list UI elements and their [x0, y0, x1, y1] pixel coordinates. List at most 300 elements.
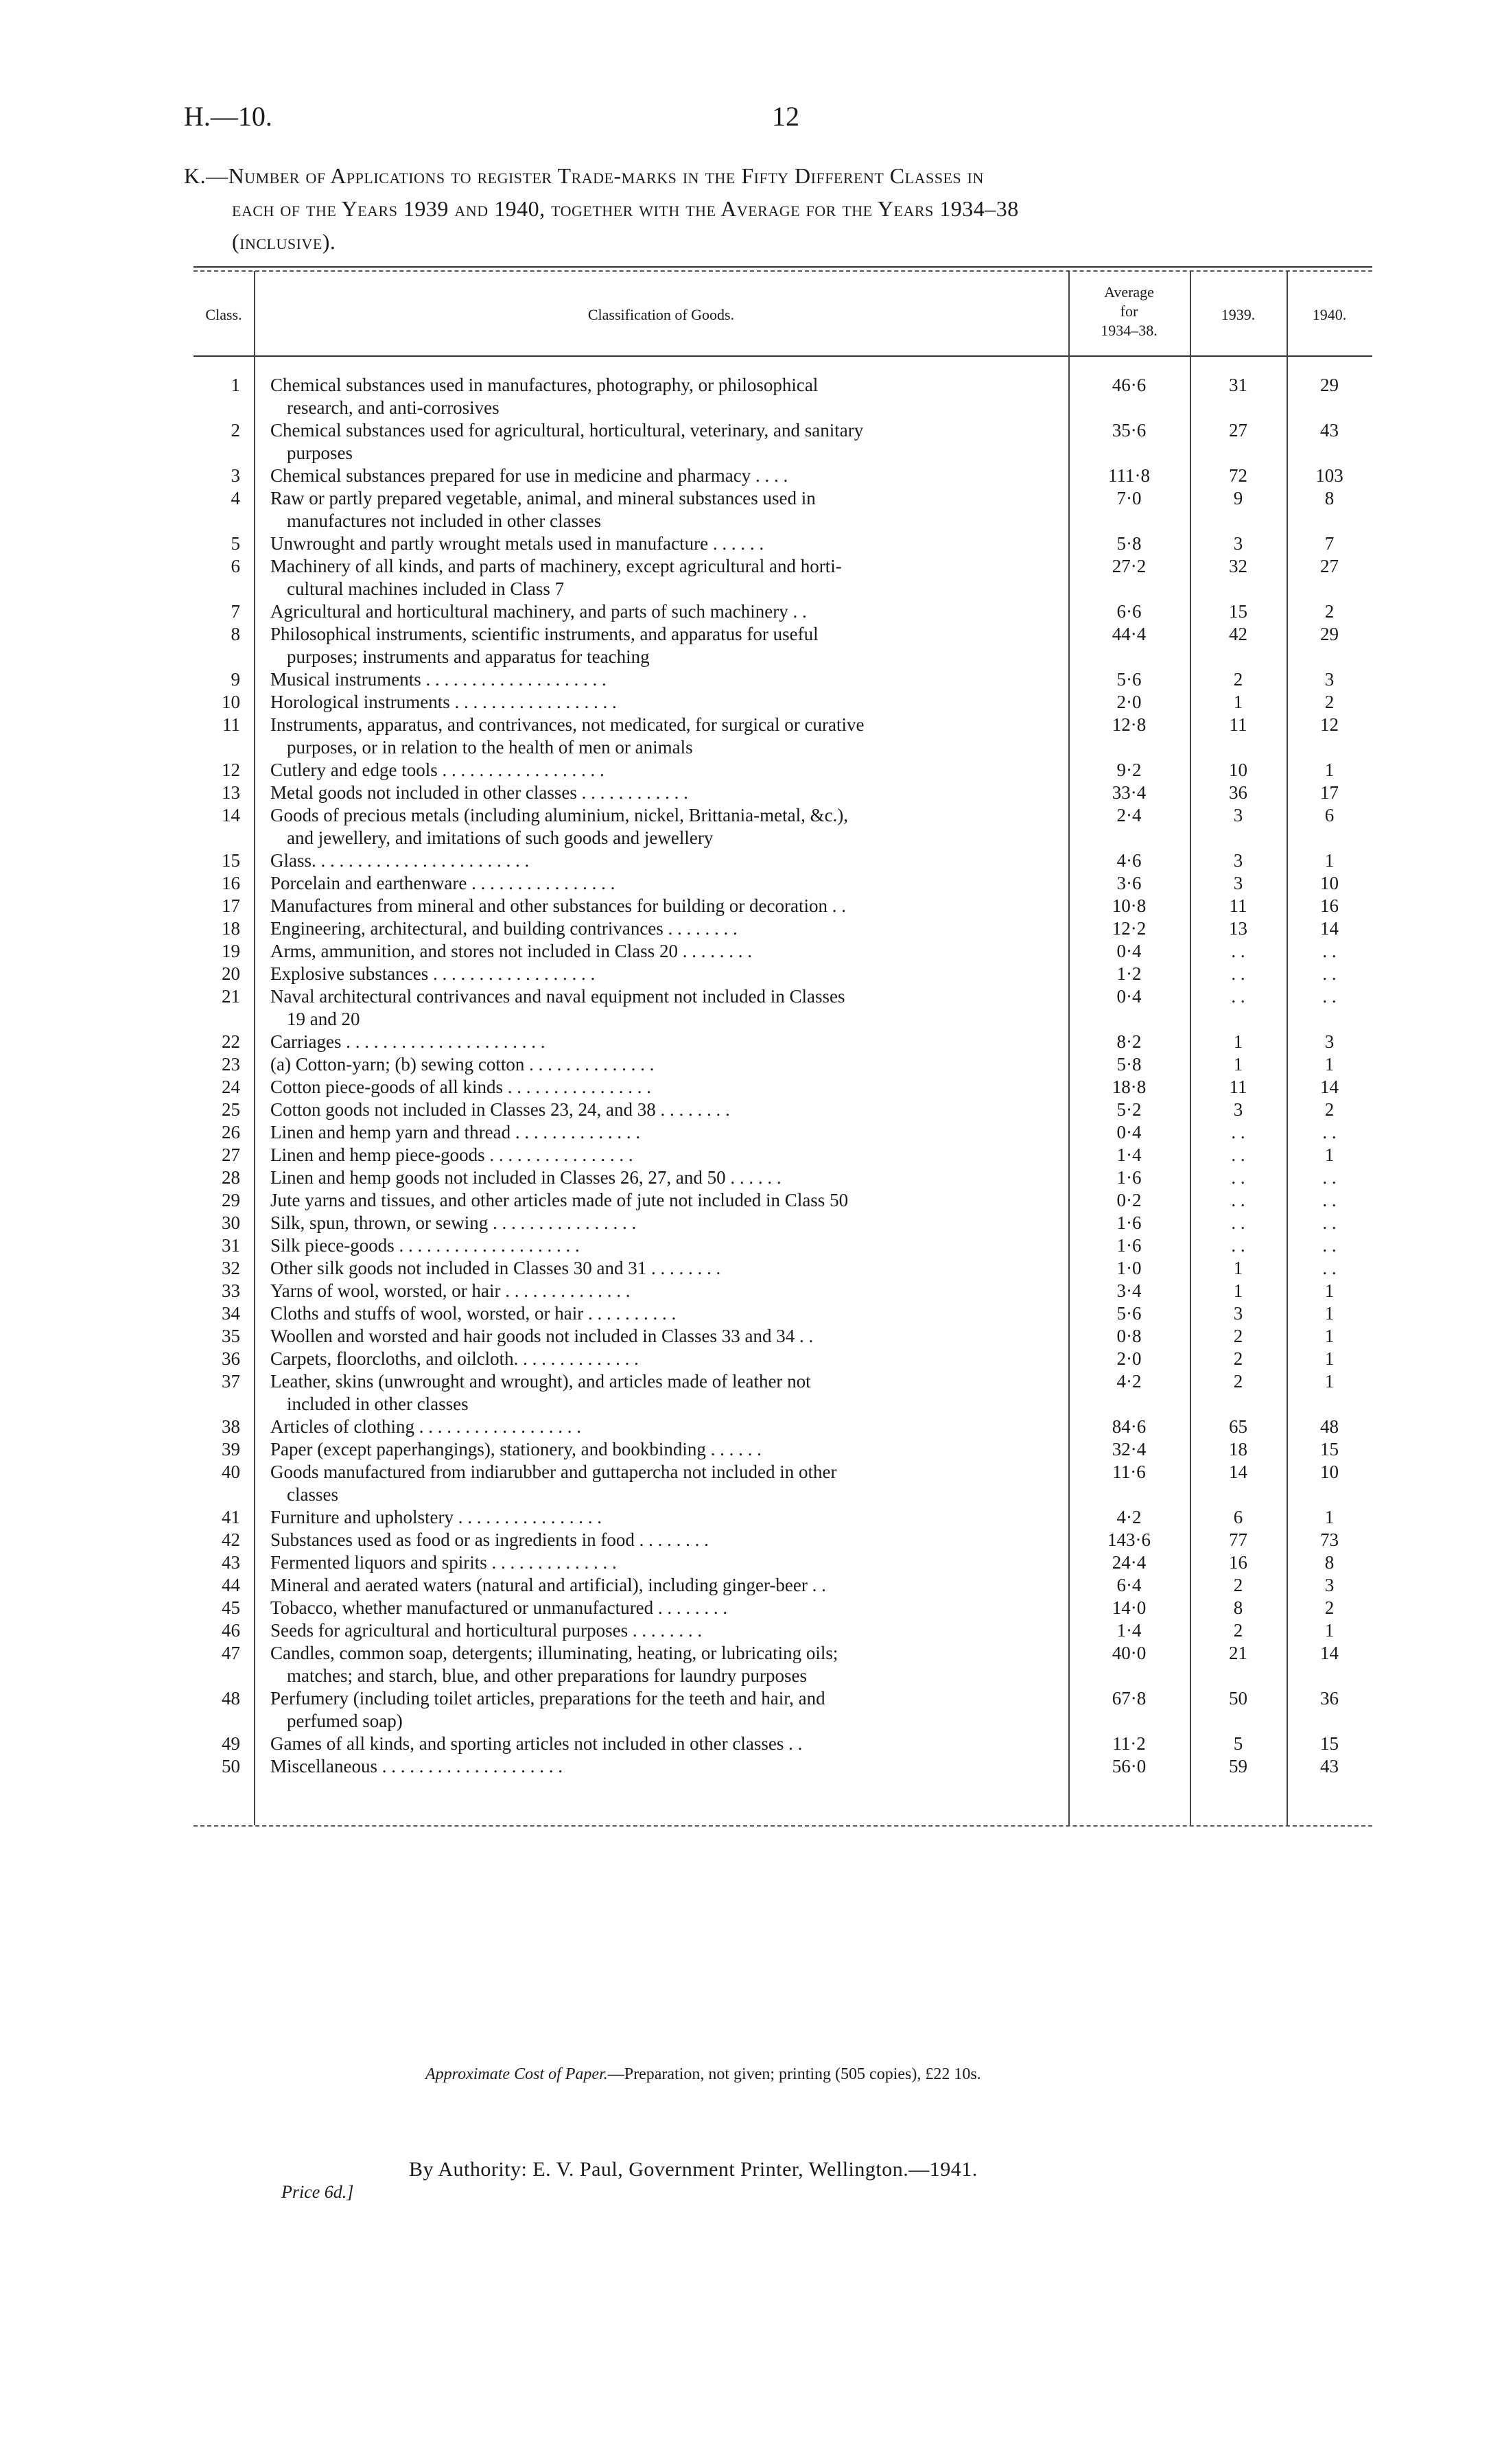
class-number: 29 [222, 1190, 240, 1210]
table-row [193, 374, 1372, 419]
classification-line: (a) Cotton-yarn; (b) sewing cotton . . . . . . . . . . . . . . [270, 1054, 655, 1075]
class-number: 47 [222, 1643, 240, 1663]
value-1940: 1 [1324, 1326, 1335, 1346]
value-1940: 8 [1324, 1552, 1335, 1573]
value-1940: 14 [1320, 1643, 1339, 1663]
table-row [193, 1529, 1372, 1551]
class-number: 20 [222, 963, 240, 984]
class-number: 13 [222, 782, 240, 803]
classification-line: Miscellaneous . . . . . . . . . . . . . . . . . . . . [270, 1756, 563, 1776]
classification-text [254, 940, 1068, 963]
classification-text [254, 1302, 1068, 1325]
value-1939: 9 [1233, 488, 1243, 508]
value-1939: 15 [1229, 601, 1247, 622]
rule-top-double [193, 270, 1372, 272]
classification-text [254, 555, 1068, 600]
average-value: 24·4 [1112, 1552, 1147, 1573]
classification-line: Goods of precious metals (including aluminium, nickel, Brittania-metal, &c.), [270, 805, 849, 825]
value-1940: 3 [1324, 1575, 1335, 1595]
average-value: 9·2 [1116, 760, 1142, 780]
classification-line: Substances used as food or as ingredients in food . . . . . . . . [270, 1529, 709, 1550]
table-row [193, 487, 1372, 532]
class-number: 26 [222, 1122, 240, 1142]
average-value: 27·2 [1112, 556, 1147, 576]
value-1939: . . [1231, 941, 1245, 961]
rule-table-bottom [193, 1825, 1372, 1827]
classification-continuation: cultural machines included in Class 7 [287, 578, 565, 599]
value-1940: 43 [1320, 420, 1339, 441]
classification-line: Jute yarns and tissues, and other articles made of jute not included in Class 50 [270, 1190, 849, 1210]
value-1939: 32 [1229, 556, 1247, 576]
col-1940-header: 1940. [1312, 306, 1347, 323]
classification-text [254, 1597, 1068, 1619]
class-number: 49 [222, 1733, 240, 1754]
class-number: 45 [222, 1597, 240, 1618]
value-1939: 72 [1229, 465, 1247, 486]
classification-text [254, 1370, 1068, 1416]
col-class-header: Class. [205, 306, 242, 323]
table-row [193, 872, 1372, 895]
average-value: 4·2 [1116, 1507, 1142, 1527]
classification-continuation: purposes, or in relation to the health of men or animals [287, 737, 693, 758]
classification-text [254, 985, 1068, 1031]
table-row [193, 668, 1372, 691]
table-body [193, 374, 1372, 1778]
page-number: 12 [772, 101, 799, 132]
table-row [193, 1619, 1372, 1642]
table-row [193, 782, 1372, 804]
classification-text [254, 895, 1068, 917]
table-row [193, 1642, 1372, 1687]
classification-text [254, 1755, 1068, 1778]
value-1939: . . [1231, 1167, 1245, 1188]
average-value: 0·4 [1116, 941, 1142, 961]
average-value: 143·6 [1107, 1529, 1151, 1550]
classification-text [254, 487, 1068, 532]
value-1939: 1 [1233, 1280, 1243, 1301]
value-1940: 15 [1320, 1439, 1339, 1459]
classification-line: Horological instruments . . . . . . . . . . . . . . . . . . [270, 692, 617, 712]
value-1939: 11 [1229, 895, 1247, 916]
class-number: 10 [222, 692, 240, 712]
classification-line: Cotton goods not included in Classes 23, 24, and 38 . . . . . . . . [270, 1099, 730, 1120]
value-1939: 8 [1233, 1597, 1243, 1618]
cost-footnote-label: Approximate Cost of Paper. [425, 2065, 608, 2083]
value-1939: 2 [1233, 1371, 1243, 1392]
table-row [193, 963, 1372, 985]
classification-line: Porcelain and earthenware . . . . . . . . . . . . . . . . [270, 873, 615, 893]
value-1940: 2 [1324, 601, 1335, 622]
value-1940: 43 [1320, 1756, 1339, 1776]
printer-authority: By Authority: E. V. Paul, Government Printer, Wellington.—1941. [409, 2158, 978, 2181]
value-1939: 27 [1229, 420, 1247, 441]
table-row [193, 1370, 1372, 1416]
average-value: 8·2 [1116, 1031, 1142, 1052]
table-row [193, 1302, 1372, 1325]
value-1939: 14 [1229, 1462, 1247, 1482]
average-value: 5·8 [1116, 533, 1142, 554]
classification-continuation: manufactures not included in other classes [287, 511, 602, 531]
class-number: 4 [231, 488, 240, 508]
classification-line: Explosive substances . . . . . . . . . . . . . . . . . . [270, 963, 596, 984]
value-1940: 2 [1324, 692, 1335, 712]
value-1939: 2 [1233, 1326, 1243, 1346]
table-row [193, 1348, 1372, 1370]
average-value: 1·2 [1116, 963, 1142, 984]
average-value: 11·6 [1112, 1462, 1146, 1482]
class-number: 11 [222, 714, 240, 735]
classification-text [254, 1166, 1068, 1189]
class-number: 46 [222, 1620, 240, 1641]
average-value: 56·0 [1112, 1756, 1147, 1776]
table-row [193, 532, 1372, 555]
classification-text [254, 1461, 1068, 1506]
classification-continuation: included in other classes [287, 1394, 469, 1414]
class-number: 2 [231, 420, 240, 441]
table-row [193, 1325, 1372, 1348]
value-1939: . . [1231, 1122, 1245, 1142]
class-number: 36 [222, 1348, 240, 1369]
classification-text [254, 1325, 1068, 1348]
value-1939: 77 [1229, 1529, 1247, 1550]
value-1939: 1 [1233, 1258, 1243, 1278]
value-1940: 2 [1324, 1099, 1335, 1120]
classification-text [254, 374, 1068, 419]
class-number: 15 [222, 850, 240, 871]
value-1939: 50 [1229, 1688, 1247, 1709]
classification-text [254, 1121, 1068, 1144]
classification-text [254, 1348, 1068, 1370]
class-number: 42 [222, 1529, 240, 1550]
class-number: 40 [222, 1462, 240, 1482]
average-value: 35·6 [1112, 420, 1147, 441]
title-line-2: each of the Years 1939 and 1940, together with the Average for the Years 1934–38 [232, 196, 1019, 221]
class-number: 9 [231, 669, 240, 690]
value-1939: 13 [1229, 918, 1247, 939]
classification-text [254, 872, 1068, 895]
class-number: 30 [222, 1212, 240, 1233]
value-1940: . . [1322, 986, 1337, 1007]
value-1940: 17 [1320, 782, 1339, 803]
classification-line: Tobacco, whether manufactured or unmanufactured . . . . . . . . [270, 1597, 728, 1618]
value-1939: . . [1231, 1190, 1245, 1210]
classification-text [254, 1619, 1068, 1642]
table-row [193, 1687, 1372, 1733]
value-1940: 8 [1324, 488, 1335, 508]
table-row [193, 1416, 1372, 1438]
value-1940: 2 [1324, 1597, 1335, 1618]
value-1940: 14 [1320, 918, 1339, 939]
class-number: 38 [222, 1416, 240, 1437]
value-1940: 16 [1320, 895, 1339, 916]
classification-line: Carriages . . . . . . . . . . . . . . . . . . . . . . [270, 1031, 545, 1052]
table-row [193, 1438, 1372, 1461]
class-number: 43 [222, 1552, 240, 1573]
average-value: 1·6 [1116, 1212, 1142, 1233]
title-line-3: (inclusive). [232, 229, 336, 254]
value-1939: 6 [1233, 1507, 1243, 1527]
value-1940: 14 [1320, 1077, 1339, 1097]
classification-text [254, 1212, 1068, 1234]
value-1939: . . [1231, 1235, 1245, 1256]
value-1940: 1 [1324, 1507, 1335, 1527]
average-value: 3·4 [1116, 1280, 1142, 1301]
classification-continuation: matches; and starch, blue, and other preparations for laundry purposes [287, 1665, 808, 1686]
classification-text [254, 1529, 1068, 1551]
average-value: 0·4 [1116, 986, 1142, 1007]
classification-line: Linen and hemp yarn and thread . . . . . . . . . . . . . . [270, 1122, 641, 1142]
classification-line: Musical instruments . . . . . . . . . . . . . . . . . . . . [270, 669, 607, 690]
value-1939: 11 [1229, 714, 1247, 735]
classification-line: Yarns of wool, worsted, or hair . . . . . . . . . . . . . . [270, 1280, 631, 1301]
classification-line: Goods manufactured from indiarubber and guttapercha not included in other [270, 1462, 837, 1482]
value-1940: 3 [1324, 669, 1335, 690]
class-number: 22 [222, 1031, 240, 1052]
classification-line: Chemical substances used in manufactures, photography, or philosophical [270, 375, 819, 395]
table-row [193, 849, 1372, 872]
table-row [193, 985, 1372, 1031]
classification-text [254, 1031, 1068, 1053]
average-value: 12·8 [1112, 714, 1147, 735]
class-number: 33 [222, 1280, 240, 1301]
value-1940: . . [1322, 1258, 1337, 1278]
value-1940: 27 [1320, 556, 1339, 576]
document-code: H.—10. [184, 101, 272, 132]
table-row [193, 1166, 1372, 1189]
class-number: 23 [222, 1054, 240, 1075]
table-row [193, 917, 1372, 940]
class-number: 21 [222, 986, 240, 1007]
rule-header-bottom [193, 355, 1372, 357]
classification-continuation: research, and anti-corrosives [287, 397, 500, 418]
classification-line: Linen and hemp goods not included in Classes 26, 27, and 50 . . . . . . [270, 1167, 782, 1188]
classification-text [254, 1506, 1068, 1529]
value-1940: 10 [1320, 1462, 1339, 1482]
average-value: 5·6 [1116, 669, 1142, 690]
table-row [193, 804, 1372, 849]
classification-continuation: classes [287, 1484, 338, 1505]
classification-text [254, 532, 1068, 555]
table-row [193, 714, 1372, 759]
class-number: 8 [231, 624, 240, 644]
classification-line: Manufactures from mineral and other substances for building or decoration . . [270, 895, 846, 916]
class-number: 24 [222, 1077, 240, 1097]
classification-text [254, 1733, 1068, 1755]
average-value: 2·0 [1116, 1348, 1142, 1369]
value-1939: 10 [1229, 760, 1247, 780]
class-number: 5 [231, 533, 240, 554]
value-1940: 48 [1320, 1416, 1339, 1437]
table-row [193, 1234, 1372, 1257]
value-1940: 1 [1324, 1371, 1335, 1392]
average-value: 12·2 [1112, 918, 1147, 939]
value-1939: 2 [1233, 1620, 1243, 1641]
average-value: 44·4 [1112, 624, 1147, 644]
value-1939: 3 [1233, 533, 1243, 554]
average-value: 84·6 [1112, 1416, 1147, 1437]
class-number: 28 [222, 1167, 240, 1188]
col-1939-header: 1939. [1221, 306, 1256, 323]
average-value: 111·8 [1108, 465, 1150, 486]
average-value: 3·6 [1116, 873, 1142, 893]
classification-line: Cotton piece-goods of all kinds . . . . . . . . . . . . . . . . [270, 1077, 651, 1097]
value-1939: 3 [1233, 873, 1243, 893]
classification-text [254, 1551, 1068, 1574]
class-number: 31 [222, 1235, 240, 1256]
classification-text [254, 668, 1068, 691]
value-1940: 1 [1324, 1054, 1335, 1075]
cost-footnote-text: —Preparation, not given; printing (505 copies), £22 10s. [607, 2065, 981, 2083]
table-row [193, 1031, 1372, 1053]
classification-line: Glass. . . . . . . . . . . . . . . . . . . . . . . . [270, 850, 530, 871]
class-number: 14 [222, 805, 240, 825]
classification-continuation: perfumed soap) [287, 1711, 403, 1731]
class-number: 25 [222, 1099, 240, 1120]
value-1939: . . [1231, 1212, 1245, 1233]
classification-text [254, 782, 1068, 804]
classification-text [254, 1687, 1068, 1733]
value-1940: 15 [1320, 1733, 1339, 1754]
classification-text [254, 1076, 1068, 1099]
value-1940: 1 [1324, 1620, 1335, 1641]
class-number: 16 [222, 873, 240, 893]
classification-text [254, 1438, 1068, 1461]
table-row [193, 600, 1372, 623]
value-1940: 7 [1324, 533, 1335, 554]
class-number: 39 [222, 1439, 240, 1459]
value-1940: 103 [1315, 465, 1343, 486]
value-1939: 2 [1233, 1575, 1243, 1595]
table-row [193, 465, 1372, 487]
classification-text [254, 1280, 1068, 1302]
classification-line: Games of all kinds, and sporting articles not included in other classes . . [270, 1733, 803, 1754]
table-row [193, 895, 1372, 917]
average-value: 6·6 [1116, 601, 1142, 622]
value-1940: 36 [1320, 1688, 1339, 1709]
class-number: 18 [222, 918, 240, 939]
value-1939: 3 [1233, 1303, 1243, 1324]
class-number: 7 [231, 601, 240, 622]
value-1939: 1 [1233, 1054, 1243, 1075]
class-number: 19 [222, 941, 240, 961]
classification-line: Paper (except paperhangings), stationery, and bookbinding . . . . . . [270, 1439, 762, 1459]
average-value: 1·0 [1116, 1258, 1142, 1278]
average-value: 7·0 [1116, 488, 1142, 508]
table-row [193, 1257, 1372, 1280]
value-1940: 6 [1324, 805, 1335, 825]
classification-line: Raw or partly prepared vegetable, animal, and mineral substances used in [270, 488, 816, 508]
table-row [193, 691, 1372, 714]
value-1939: 11 [1229, 1077, 1247, 1097]
value-1939: 42 [1229, 624, 1247, 644]
col-average-header [1068, 283, 1190, 340]
classification-line: Perfumery (including toilet articles, preparations for the teeth and hair, and [270, 1688, 825, 1709]
classification-line: Fermented liquors and spirits . . . . . . . . . . . . . . [270, 1552, 617, 1573]
col-classification-header: Classification of Goods. [587, 306, 735, 323]
table-row [193, 1099, 1372, 1121]
table-row [193, 1189, 1372, 1212]
classification-line: Naval architectural contrivances and naval equipment not included in Classes [270, 986, 845, 1007]
value-1940: 1 [1324, 850, 1335, 871]
value-1940: 3 [1324, 1031, 1335, 1052]
rule-top [193, 266, 1372, 268]
classification-text [254, 623, 1068, 668]
table-row [193, 1144, 1372, 1166]
average-value: 4·6 [1116, 850, 1142, 871]
classification-line: Leather, skins (unwrought and wrought), and articles made of leather not [270, 1371, 811, 1392]
value-1939: 2 [1233, 1348, 1243, 1369]
classification-line: Metal goods not included in other classes . . . . . . . . . . . . [270, 782, 688, 803]
classification-text [254, 1642, 1068, 1687]
table-row [193, 759, 1372, 782]
table-row [193, 1506, 1372, 1529]
class-number: 37 [222, 1371, 240, 1392]
class-number: 48 [222, 1688, 240, 1709]
value-1940: 1 [1324, 760, 1335, 780]
classification-line: Mineral and aerated waters (natural and artificial), including ginger-beer . . [270, 1575, 826, 1595]
classification-line: Linen and hemp piece-goods . . . . . . . . . . . . . . . . [270, 1145, 633, 1165]
classification-text [254, 691, 1068, 714]
table-title [184, 159, 1378, 258]
classification-text [254, 1053, 1068, 1076]
classification-line: Carpets, floorcloths, and oilcloth. . . . . . . . . . . . . . [270, 1348, 639, 1369]
class-number: 1 [231, 375, 240, 395]
classification-line: Woollen and worsted and hair goods not included in Classes 33 and 34 . . [270, 1326, 814, 1346]
class-number: 3 [231, 465, 240, 486]
table-row [193, 1755, 1372, 1778]
value-1940: . . [1322, 1235, 1337, 1256]
table-row [193, 555, 1372, 600]
table-row [193, 1733, 1372, 1755]
classification-text [254, 600, 1068, 623]
classification-text [254, 1574, 1068, 1597]
classification-text [254, 917, 1068, 940]
value-1940: 1 [1324, 1348, 1335, 1369]
average-value: 0·2 [1116, 1190, 1142, 1210]
value-1939: 65 [1229, 1416, 1247, 1437]
value-1940: . . [1322, 1212, 1337, 1233]
value-1939: 3 [1233, 850, 1243, 871]
classification-line: Cutlery and edge tools . . . . . . . . . . . . . . . . . . [270, 760, 604, 780]
table-row [193, 1212, 1372, 1234]
value-1940: 1 [1324, 1303, 1335, 1324]
table-row [193, 1280, 1372, 1302]
col-average-header-line3: 1934–38. [1101, 322, 1158, 339]
value-1940: . . [1322, 1167, 1337, 1188]
average-value: 5·6 [1116, 1303, 1142, 1324]
class-number: 34 [222, 1303, 240, 1324]
average-value: 11·2 [1112, 1733, 1146, 1754]
classification-line: Arms, ammunition, and stores not included in Class 20 . . . . . . . . [270, 941, 752, 961]
classification-continuation: 19 and 20 [287, 1009, 360, 1029]
table-row [193, 623, 1372, 668]
value-1939: 21 [1229, 1643, 1247, 1663]
value-1939: 16 [1229, 1552, 1247, 1573]
average-value: 5·8 [1116, 1054, 1142, 1075]
average-value: 40·0 [1112, 1643, 1147, 1663]
value-1939: 59 [1229, 1756, 1247, 1776]
classification-line: Instruments, apparatus, and contrivances, not medicated, for surgical or curative [270, 714, 865, 735]
class-number: 17 [222, 895, 240, 916]
average-value: 18·8 [1112, 1077, 1147, 1097]
classification-text [254, 804, 1068, 849]
classification-line: Engineering, architectural, and building contrivances . . . . . . . . [270, 918, 738, 939]
value-1939: 36 [1229, 782, 1247, 803]
class-number: 32 [222, 1258, 240, 1278]
classification-text [254, 963, 1068, 985]
average-value: 1·4 [1116, 1620, 1142, 1641]
average-value: 1·6 [1116, 1235, 1142, 1256]
